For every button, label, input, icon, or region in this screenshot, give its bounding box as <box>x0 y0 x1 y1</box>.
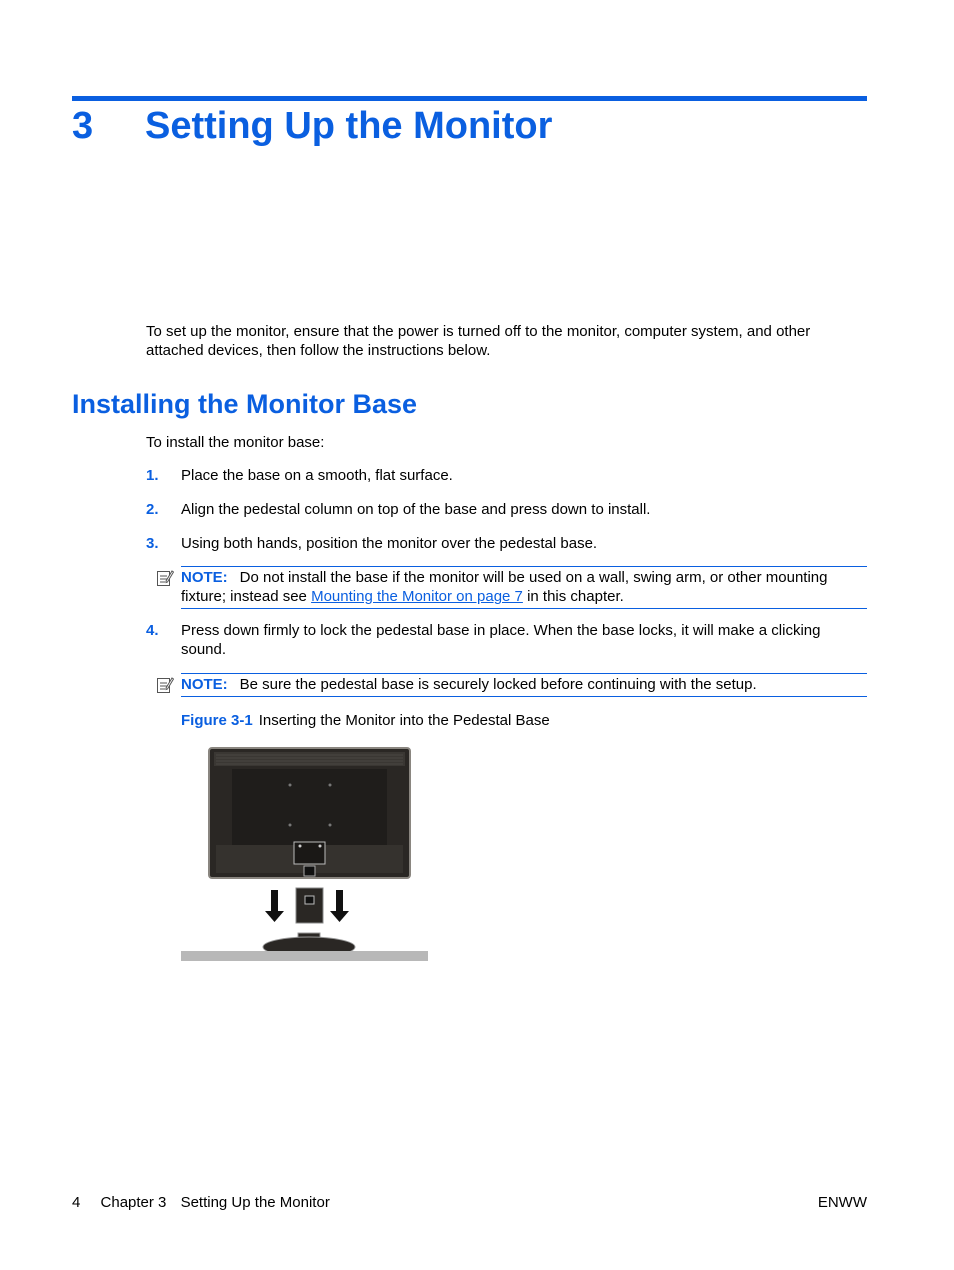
section-lead: To install the monitor base: <box>146 434 325 451</box>
step-text: Press down firmly to lock the pedestal base in place. When the base locks, it will make a clicking sound. <box>181 622 821 658</box>
figure-caption-text: Inserting the Monitor into the Pedestal Base <box>258 712 550 729</box>
step-number: 4. <box>146 622 159 639</box>
step-text: Using both hands, position the monitor over the pedestal base. <box>181 535 598 552</box>
monitor-base-illustration <box>180 745 430 965</box>
note-icon <box>156 676 174 694</box>
note-box-2 <box>181 673 867 697</box>
step-number: 1. <box>146 467 159 484</box>
figure-caption <box>181 711 550 730</box>
footer-title: Setting Up the Monitor <box>180 1194 330 1211</box>
step-text: Align the pedestal column on top of the base and press down to install. <box>181 501 651 518</box>
step-number: 2. <box>146 501 159 518</box>
page-footer-left <box>72 1193 346 1212</box>
note-box-1 <box>181 566 867 609</box>
note-text: Do not install the base if the monitor will be used on a wall, swing arm, or other mounting fixture; instead see <box>181 569 828 605</box>
figure-label: Figure 3-1 <box>181 712 253 729</box>
page-number: 4 <box>72 1194 81 1211</box>
page-footer-right: ENWW <box>817 1194 867 1211</box>
note-text: Be sure the pedestal base is securely locked before continuing with the setup. <box>239 676 757 693</box>
chapter-number: 3 <box>72 105 94 147</box>
chapter-title: Setting Up the Monitor <box>145 105 553 147</box>
note-text-after: in this chapter. <box>527 588 624 605</box>
step-number: 3. <box>146 535 159 552</box>
chapter-rule <box>72 96 867 101</box>
note-label: NOTE: <box>181 569 228 586</box>
intro-paragraph: To set up the monitor, ensure that the power is turned off to the monitor, computer system, and other attached devices, then follow the instructions below. <box>146 323 811 359</box>
mounting-monitor-link[interactable]: Mounting the Monitor on page 7 <box>311 588 523 605</box>
section-title: Installing the Monitor Base <box>72 389 418 419</box>
footer-chapter: Chapter 3 <box>100 1194 167 1211</box>
note-icon <box>156 569 174 587</box>
note-label: NOTE: <box>181 676 228 693</box>
step-text: Place the base on a smooth, flat surface. <box>181 467 453 484</box>
